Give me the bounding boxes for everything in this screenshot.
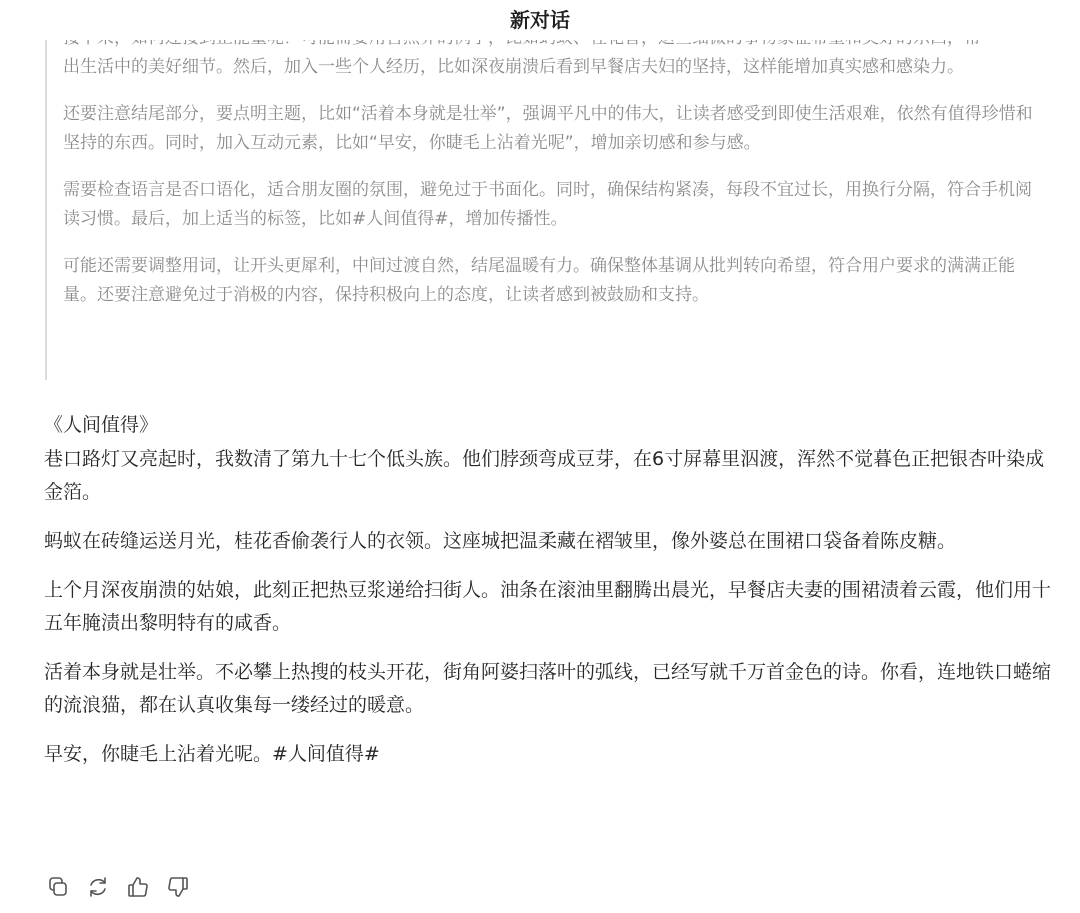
poem-title: 《人间值得》 xyxy=(44,414,159,436)
message-actions xyxy=(45,874,191,900)
copy-button[interactable] xyxy=(45,874,71,900)
dislike-button[interactable] xyxy=(165,874,191,900)
conversation-title: 新对话 xyxy=(510,8,570,32)
copy-icon xyxy=(46,875,70,899)
answer-paragraph: 巷口路灯又亮起时，我数清了第九十七个低头族。他们脖颈弯成豆芽，在6寸屏幕里泅渡，浑然不觉暮色正把银杏叶染成金箔。 xyxy=(44,448,1045,503)
thinking-paragraph: 出生活中的美好细节。然后，加入一些个人经历，比如深夜崩溃后看到早餐店夫妇的坚持，这样能增加真实感和感染力。 xyxy=(63,57,964,77)
answer-paragraph: 早安，你睫毛上沾着光呢。#人间值得# xyxy=(44,743,380,765)
regenerate-button[interactable] xyxy=(85,874,111,900)
answer-paragraph: 蚂蚁在砖缝运送月光，桂花香偷袭行人的衣领。这座城把温柔藏在褶皱里，像外婆总在围裙口袋备着陈皮糖。 xyxy=(44,530,957,552)
thumbs-up-icon xyxy=(126,875,150,899)
thinking-paragraph: 可能还需要调整用词，让开头更犀利，中间过渡自然，结尾温暖有力。确保整体基调从批判转向希望，符合用户要求的满满正能量。还要注意避免过于消极的内容，保持积极向上的态度，让读者感到被鼓励和支持。 xyxy=(63,256,1015,305)
answer-paragraph: 活着本身就是壮举。不必攀上热搜的枝头开花，街角阿婆扫落叶的弧线，已经写就千万首金色的诗。你看，连地铁口蜷缩的流浪猫，都在认真收集每一缕经过的暖意。 xyxy=(44,661,1052,716)
thinking-paragraph: 还要注意结尾部分，要点明主题，比如“活着本身就是壮举”，强调平凡中的伟大，让读者感受到即使生活艰难，依然有值得珍惜和坚持的东西。同时，加入互动元素，比如“早安，你睫毛上沾着光呢”，增加亲切感和参与感。 xyxy=(63,104,1033,153)
assistant-answer xyxy=(44,410,1054,787)
thinking-block[interactable] xyxy=(45,10,1057,380)
thinking-paragraph: 需要检查语言是否口语化，适合朋友圈的氛围，避免过于书面化。同时，确保结构紧凑，每段不宜过长，用换行分隔，符合手机阅读习惯。最后，加上适当的标签，比如#人间值得#，增加传播性。 xyxy=(63,180,1032,229)
like-button[interactable] xyxy=(125,874,151,900)
thumbs-down-icon xyxy=(166,875,190,899)
answer-paragraph: 上个月深夜崩溃的姑娘，此刻正把热豆浆递给扫街人。油条在滚油里翻腾出晨光，早餐店夫妻的围裙渍着云霞，他们用十五年腌渍出黎明特有的咸香。 xyxy=(44,579,1052,634)
regenerate-icon xyxy=(86,875,110,899)
top-bar xyxy=(0,0,1080,40)
